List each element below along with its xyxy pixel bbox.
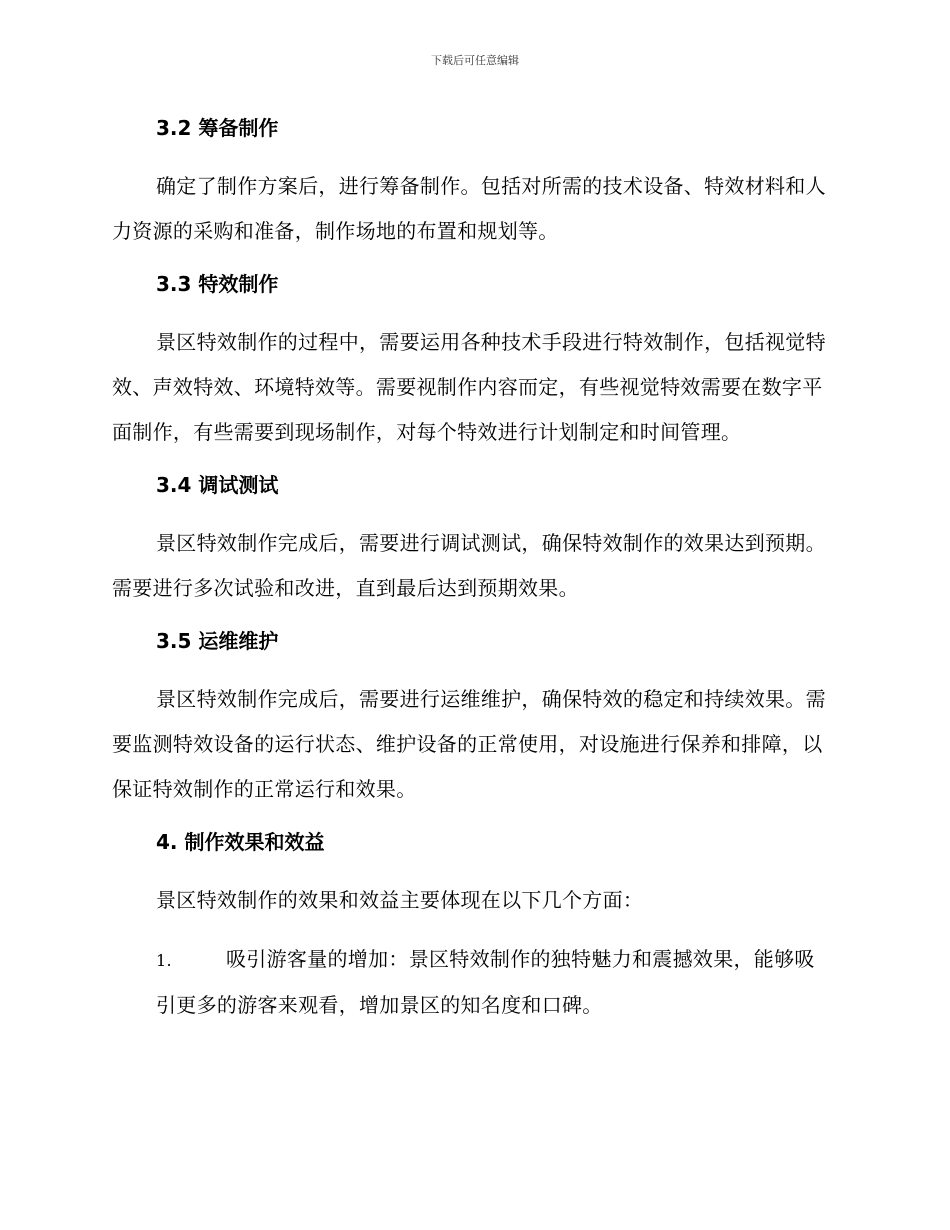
section-heading-3-4: 3.4 调试测试	[156, 473, 279, 497]
section-heading-3-5: 3.5 运维维护	[156, 629, 279, 653]
list-item-text: 吸引游客量的增加：景区特效制作的独特魅力和震撼效果，能够吸引更多的游客来观看，增加景区的知名度和口碑。	[156, 947, 815, 1017]
paragraph-4-intro: 景区特效制作的效果和效益主要体现在以下几个方面：	[156, 888, 644, 912]
section-heading-3-2: 3.2 筹备制作	[156, 116, 279, 140]
page-header: 下载后可任意编辑	[431, 54, 519, 67]
paragraph-3-3: 景区特效制作的过程中，需要运用各种技术手段进行特效制作，包括视觉特效、声效特效、环境特效等。需要视制作内容而定，有些视觉特效需要在数字平面制作，有些需要到现场制作，对每个特效进行计划制定和时间管理。	[112, 330, 826, 444]
list-item-number: 1.	[156, 951, 172, 970]
paragraph-3-2: 确定了制作方案后，进行筹备制作。包括对所需的技术设备、特效材料和人力资源的采购和准备，制作场地的布置和规划等。	[112, 174, 826, 243]
section-heading-4: 4. 制作效果和效益	[156, 830, 325, 854]
section-heading-3-3: 3.3 特效制作	[156, 272, 279, 296]
paragraph-3-4: 景区特效制作完成后，需要进行调试测试，确保特效制作的效果达到预期。需要进行多次试验和改进，直到最后达到预期效果。	[112, 531, 826, 600]
paragraph-3-5: 景区特效制作完成后，需要进行运维维护，确保特效的稳定和持续效果。需要监测特效设备的运行状态、维护设备的正常使用，对设施进行保养和排障，以保证特效制作的正常运行和效果。	[112, 687, 826, 801]
list-item	[112, 937, 832, 1028]
document-body	[112, 112, 832, 1028]
